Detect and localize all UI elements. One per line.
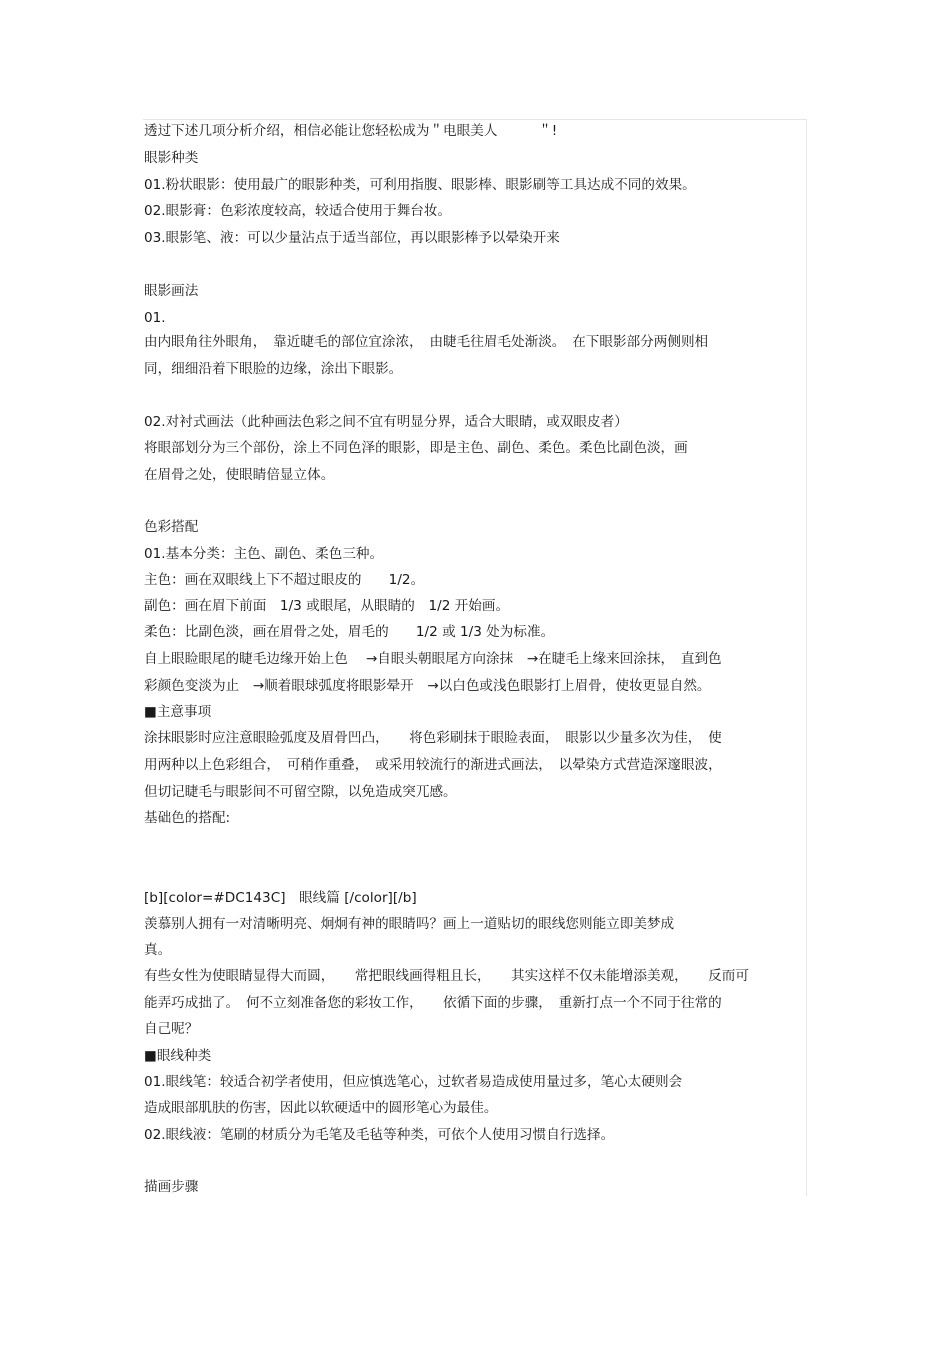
text-line: 造成眼部肌肤的伤害，因此以软硬适中的圆形笔心为最佳。 [144,1100,498,1116]
intro-line: 透过下述几项分析介绍，相信必能让您轻松成为＂电眼美人 ＂! [144,123,558,139]
heading-color-matching: 色彩搭配 [144,519,199,535]
text-line: 01.粉状眼影：使用最广的眼影种类，可利用指腹、眼影棒、眼影刷等工具达成不同的效果。 [144,177,696,193]
text-line: 有些女性为使眼睛显得大而圆， 常把眼线画得粗且长， 其实这样不仅未能增添美观， 反而可 [144,968,749,984]
text-line: 彩颜色变淡为止 →顺着眼球弧度将眼影晕开 →以白色或浅色眼影打上眉骨，使妆更显自然。 [144,678,711,694]
text-line: 将眼部划分为三个部份，涂上不同色泽的眼影，即是主色、副色、柔色。柔色比副色淡，画 [144,440,688,456]
text-line: 真。 [144,942,172,958]
text-line: 01. [144,310,166,326]
text-line: 02.眼影膏：色彩浓度较高，较适合使用于舞台妆。 [144,203,452,219]
heading-eyeshadow-types: 眼影种类 [144,150,199,166]
heading-drawing-steps: 描画步骤 [144,1179,199,1195]
text-line: 01.眼线笔：较适合初学者使用，但应慎选笔心，过软者易造成使用量过多，笔心太硬则会 [144,1074,683,1090]
text-line: 自己呢？ [144,1021,199,1037]
text-line: 羡慕别人拥有一对清晰明亮、炯炯有神的眼睛吗？画上一道贴切的眼线您则能立即美梦成 [144,916,675,932]
text-line: 副色：画在眉下前面 1/3 或眼尾，从眼睛的 1/2 开始画。 [144,598,510,614]
heading-notes: ■主意事项 [144,704,212,720]
text-line: 但切记睫毛与眼影间不可留空隙，以免造成突兀感。 [144,784,457,800]
heading-eyeliner: [b][color=#DC143C] 眼线篇 [/color][/b] [144,890,417,906]
text-line: 在眉骨之处，使眼睛倍显立体。 [144,467,335,483]
text-line: 03.眼影笔、液：可以少量沾点于适当部位，再以眼影棒予以晕染开来 [144,230,560,246]
text-line: 涂抹眼影时应注意眼睑弧度及眉骨凹凸， 将色彩刷抹于眼睑表面， 眼影以少量多次为佳， 使 [144,730,722,746]
text-line: 用两种以上色彩组合， 可稍作重叠， 或采用较流行的渐进式画法， 以晕染方式营造深邃眼波， [144,757,722,773]
text-line: 02.对衬式画法（此种画法色彩之间不宜有明显分界，适合大眼睛，或双眼皮者） [144,414,628,430]
heading-eyeliner-types: ■眼线种类 [144,1048,212,1064]
heading-eyeshadow-method: 眼影画法 [144,283,199,299]
text-line: 柔色：比副色淡，画在眉骨之处，眉毛的 1/2 或 1/3 处为标准。 [144,624,555,640]
text-line: 能弄巧成拙了。 何不立刻准备您的彩妆工作， 依循下面的步骤， 重新打点一个不同于往常的 [144,995,722,1011]
text-line: 01.基本分类：主色、副色、柔色三种。 [144,546,384,562]
heading-base-color: 基础色的搭配: [144,810,231,826]
text-line: 主色：画在双眼线上下不超过眼皮的 1/2。 [144,572,425,588]
text-line: 同，细细沿着下眼脸的边缘，涂出下眼影。 [144,361,403,377]
text-line: 02.眼线液：笔刷的材质分为毛笔及毛毡等种类，可依个人使用习惯自行选择。 [144,1127,615,1143]
text-line: 由内眼角往外眼角， 靠近睫毛的部位宜涂浓， 由睫毛往眉毛处渐淡。 在下眼影部分两侧则相 [144,334,709,350]
text-line: 自上眼睑眼尾的睫毛边缘开始上色 →自眼头朝眼尾方向涂抹 →在睫毛上缘来回涂抹， 直到色 [144,651,722,667]
